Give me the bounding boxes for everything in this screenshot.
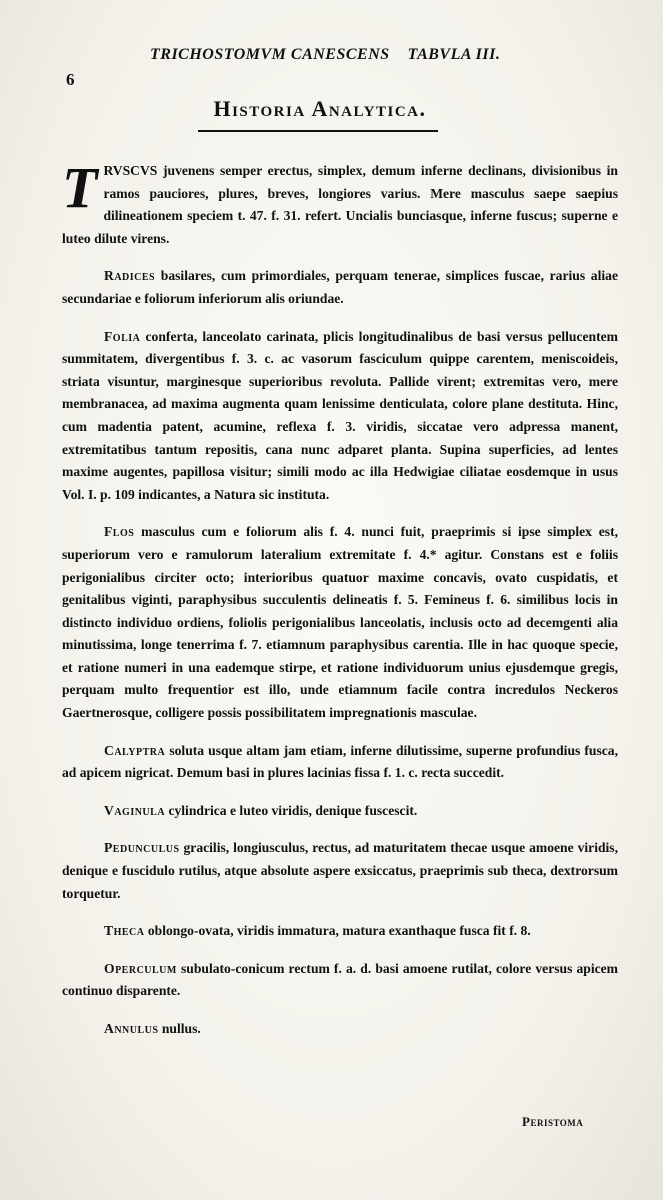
paragraph-head: Flos (104, 524, 135, 540)
paragraph-calyptra (62, 740, 618, 785)
running-head (150, 46, 550, 64)
body-text (62, 155, 618, 1056)
paragraph-head: Radices (104, 268, 156, 284)
paragraph-text: subulato-conicum rectum f. a. d. basi amoene rutilat, colore versus apicem continuo disparente. (62, 960, 618, 999)
paragraph-text: RVSCVS juvenens semper erectus, simplex, demum inferne declinans, divisionibus in ramos pauciores, plures, breves, longiores varius. Mere masculus saepe saepius dilineationem speciem t. 47. f. 31. refert. Uncialis bunciasque, inferne fuscus; superne e luteo dilute virens. (62, 163, 618, 246)
page-number: 6 (66, 70, 75, 89)
paragraph-head: Annulus (104, 1021, 159, 1036)
drop-cap: T (62, 155, 98, 220)
paragraph-flos (62, 521, 618, 724)
paragraph-head: Pedunculus (104, 840, 180, 856)
catchword: Peristoma (522, 1114, 584, 1129)
paragraph-trunk (62, 155, 618, 250)
paragraph-text: oblongo-ovata, viridis immatura, matura exanthaque fusca fit f. 8. (144, 923, 531, 939)
paragraph-head: Theca (104, 923, 145, 939)
paragraph-operculum (62, 958, 618, 1003)
paragraph-pedunculus (62, 837, 618, 905)
paragraph-text: masculus cum e foliorum alis f. 4. nunci fuit, praeprimis si ipse simplex est, superiorum vero e ramulorum lateralium extremitate f. 4.* agitur. Constans est e foliis perigonialibus circiter octo; interioribus quatuor maxime concavis, ovato cuspidatis, et genitalibus viginti, paraphysibus succulentis delineatis f. 5. Femineus f. 6. similibus locis in distincto individuo ordiens, foliolis perigonialibus lanceolatis, inclusis octo ad decemgenti alia minutissima, longe tenerrima f. 7. etiamnum paraphysibus carentia. Ille in hac quoque specie, et ratione numeri in una eademque stirpe, et ratione individuorum unius ejusdemque gregis, perquam multo frequentior est illo, unde etiamnum facile contra incredulos Neckeros Gaertnerosque, colligere possis possibilitatem impregnationis masculae. (62, 524, 618, 721)
paragraph-text: soluta usque altam jam etiam, inferne dilutissime, superne profundius fusca, ad apicem nigricat. Demum basi in plures lacinias fissa f. 1. c. recta succedit. (62, 742, 618, 781)
paragraph-text: gracilis, longiusculus, rectus, ad maturitatem thecae usque amoene viridis, denique e fuscidulo rutilus, atque absolute aspere exsiccatus, praeprimis sub theca, dextrorsum torquetur. (62, 840, 618, 901)
paragraph-head: Calyptra (104, 742, 166, 758)
paragraph-text: basilares, cum primordiales, perquam tenerae, simplices fuscae, rarius aliae secundariae e foliorum inferiorum alis oriundae. (62, 268, 618, 306)
paragraph-head: Folia (104, 328, 141, 344)
paragraph-text: conferta, lanceolato carinata, plicis longitudinalibus de basi versus pellucentem summitatem, divergentibus f. 3. c. ac vasorum fasciculum quippe carentem, meniscoideis, striata visuntur, marginesque superioribus revoluta. Pallide virent; extremitas vero, mere membranacea, ad maxima augmenta quam lenissime denticulata, colore plane destituta. Hinc, cum madentia patent, acumine, reflexa f. 3. viridis, siccatae vero adpressa manent, extremitatibus tantum repositis, cana nunc adparet planta. Supina superficies, ad lentes maxime augentes, papillosa visitur; simili modo ac illa Hedwigiae ciliatae eosdemque in usus Vol. I. p. 109 indicantes, a Natura sic instituta. (62, 328, 618, 502)
paragraph-text: nullus. (158, 1021, 201, 1036)
paragraph-head: Operculum (104, 960, 177, 976)
paragraph-vaginula (62, 800, 618, 823)
running-title-left: TRICHOSTOMVM CANESCENS (150, 46, 390, 63)
paragraph-text: cylindrica e luteo viridis, denique fuscescit. (165, 802, 418, 818)
paragraph-theca (62, 920, 618, 943)
paragraph-folia (62, 326, 618, 507)
running-title-right: TABVLA III. (407, 46, 501, 63)
section-title: Historia Analytica. (213, 96, 427, 121)
title-rule (198, 130, 438, 132)
paragraph-annulus (62, 1018, 618, 1041)
paragraph-head: Vaginula (104, 802, 166, 818)
paragraph-radices (62, 265, 618, 310)
